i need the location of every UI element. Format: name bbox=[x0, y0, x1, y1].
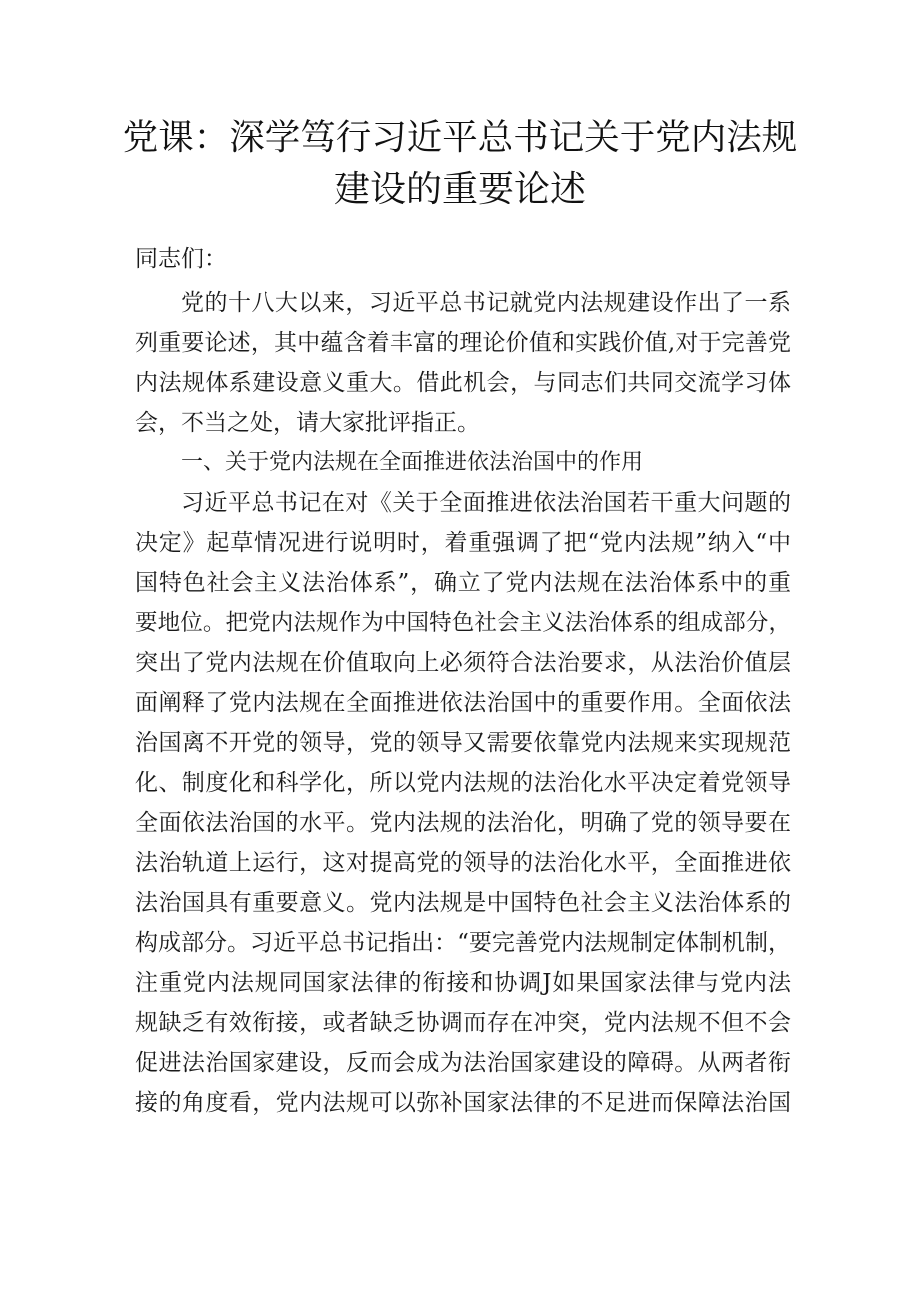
body-line: 规缺乏有效衔接，或者缺乏协调而存在冲突，党内法规不但不会 bbox=[135, 1010, 791, 1036]
body-line: 化、制度化和科学化，所以党内法规的法治化水平决定着党领导 bbox=[135, 770, 791, 796]
section-heading: 一、关于党内法规在全面推进依法治国中的作用 bbox=[181, 450, 644, 475]
document-body bbox=[135, 239, 791, 1123]
body-line: 突出了党内法规在价值取向上必须符合法治要求，从法治价值层 bbox=[135, 650, 791, 676]
intro-line: 内法规体系建设意义重大。借此机会，与同志们共同交流学习体 bbox=[135, 370, 791, 396]
body-line: 构成部分。习近平总书记指出：“要完善党内法规制定体制机制， bbox=[135, 930, 791, 956]
document-title bbox=[120, 112, 800, 216]
body-line: 接的角度看，党内法规可以弥补国家法律的不足进而保障法治国 bbox=[135, 1090, 791, 1116]
intro-line: 党的十八大以来，习近平总书记就党内法规建设作出了一系 bbox=[181, 290, 791, 316]
body-line: 注重党内法规同国家法律的衔接和协调J如果国家法律与党内法 bbox=[135, 970, 791, 996]
salutation: 同志们： bbox=[135, 246, 227, 272]
intro-line: 列重要论述，其中蕴含着丰富的理论价值和实践价值,对于完善党 bbox=[135, 330, 791, 356]
intro-paragraph bbox=[135, 283, 791, 443]
intro-line: 会，不当之处，请大家批评指正。 bbox=[135, 410, 480, 436]
body-line: 法治轨道上运行，这对提高党的领导的法治化水平，全面推进依 bbox=[135, 850, 791, 876]
section-1-paragraph bbox=[135, 483, 791, 1123]
body-line: 决定》起草情况进行说明时，着重强调了把“党内法规”纳入“中 bbox=[135, 530, 791, 556]
body-line: 面阐释了党内法规在全面推进依法治国中的重要作用。全面依法 bbox=[135, 690, 791, 716]
body-line: 要地位。把党内法规作为中国特色社会主义法治体系的组成部分， bbox=[135, 610, 791, 636]
title-line-1: 党课：深学笃行习近平总书记关于党内法规 bbox=[122, 117, 798, 158]
body-line: 全面依法治国的水平。党内法规的法治化，明确了党的领导要在 bbox=[135, 810, 791, 836]
title-line-2: 建设的重要论述 bbox=[333, 169, 586, 210]
body-line: 习近平总书记在对《关于全面推进依法治国若干重大问题的 bbox=[181, 490, 791, 516]
body-line: 促进法治国家建设，反而会成为法治国家建设的障碍。从两者衔 bbox=[135, 1050, 791, 1076]
body-line: 国特色社会主义法治体系”，确立了党内法规在法治体系中的重 bbox=[135, 570, 791, 596]
body-line: 治国离不开党的领导，党的领导又需要依靠党内法规来实现规范 bbox=[135, 730, 791, 756]
body-line: 法治国具有重要意义。党内法规是中国特色社会主义法治体系的 bbox=[135, 890, 791, 916]
